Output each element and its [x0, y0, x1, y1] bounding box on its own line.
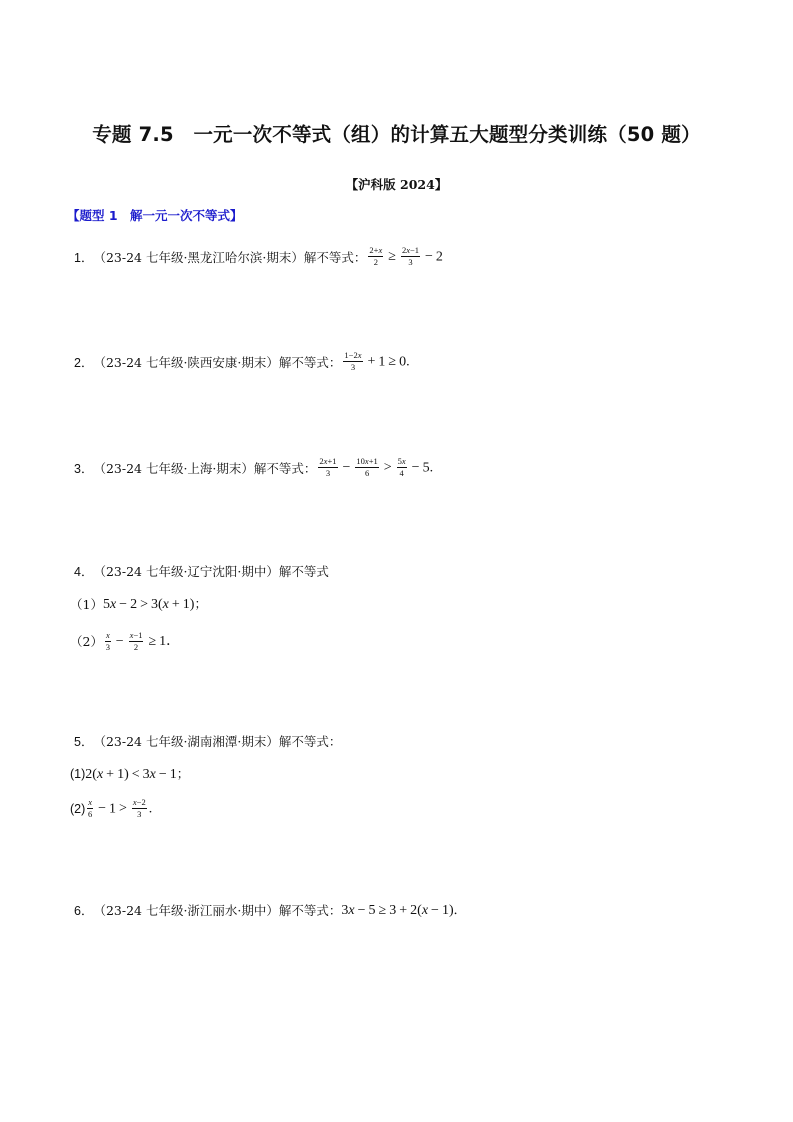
problem-1-expression: $\frac{2+x}{2}$ ≥ $\frac{2x-1}{3}$ − 2 — [369, 245, 443, 268]
problem-4-part-2 — [70, 630, 180, 652]
problem-5 — [74, 732, 341, 750]
document-title: 专题 7.5 一元一次不等式（组）的计算五大题型分类训练（50 题） — [92, 123, 701, 146]
problem-5-part-2 — [70, 798, 152, 820]
problem-4-part-1 — [70, 594, 207, 613]
problem-5-part-1-expression: 2(x + 1) < 3x − 1； — [85, 766, 190, 782]
problem-4-part-2-expression: $\frac{x}{3}$ − $\frac{x-1}{2}$ ≥ 1． — [105, 629, 181, 652]
problem-source: （23-24 七年级·浙江丽水·期中）解不等式： — [93, 902, 342, 918]
edition-label: 【沪科版 2024】 — [345, 177, 448, 192]
problem-number: 3． — [74, 461, 94, 476]
problem-3-expression: $\frac{2x+1}{3}$ − $\frac{10x+1}{6}$ > $\frac{5x}{4}$ − 5. — [319, 456, 434, 479]
p1-expression-text — [0, 0, 1, 1]
part-label: (1) — [70, 766, 86, 781]
problem-source: （23-24 七年级·上海·期末）解不等式： — [93, 460, 317, 476]
problem-source: （23-24 七年级·黑龙江哈尔滨·期末）解不等式： — [93, 249, 367, 265]
problem-5-part-2-expression: $\frac{x}{6}$ − 1 > $\frac{x-2}{3}$ . — [88, 797, 153, 820]
part-label: （1） — [70, 596, 103, 612]
problem-source: （23-24 七年级·辽宁沈阳·期中）解不等式 — [93, 564, 329, 579]
problem-number: 6． — [74, 903, 94, 918]
part-label: （2） — [70, 634, 103, 650]
problem-6 — [74, 900, 466, 919]
problem-2 — [74, 351, 410, 373]
part-label: (2) — [70, 801, 86, 816]
problem-4-part-1-expression: 5x − 2 > 3(x + 1)； — [102, 596, 207, 612]
problem-number: 2． — [74, 355, 94, 370]
problem-5-part-1 — [70, 764, 189, 783]
problem-source: （23-24 七年级·湖南湘潭·期末）解不等式： — [93, 734, 342, 749]
expression-text-store — [0, 0, 1, 1]
problem-3 — [74, 457, 433, 479]
problem-source: （23-24 七年级·陕西安康·期末）解不等式： — [93, 354, 342, 370]
problem-2-expression: $\frac{1-2x}{3}$ + 1 ≥ 0. — [344, 350, 410, 373]
problem-number: 5． — [74, 735, 94, 749]
problem-4 — [74, 562, 329, 580]
problem-number: 4． — [74, 565, 94, 579]
problem-number: 1． — [74, 250, 94, 265]
problem-6-expression: 3x − 5 ≥ 3 + 2(x − 1)． — [341, 902, 467, 918]
section-heading: 【题型 1 解一元一次不等式】 — [67, 208, 243, 223]
problem-1 — [74, 246, 443, 268]
